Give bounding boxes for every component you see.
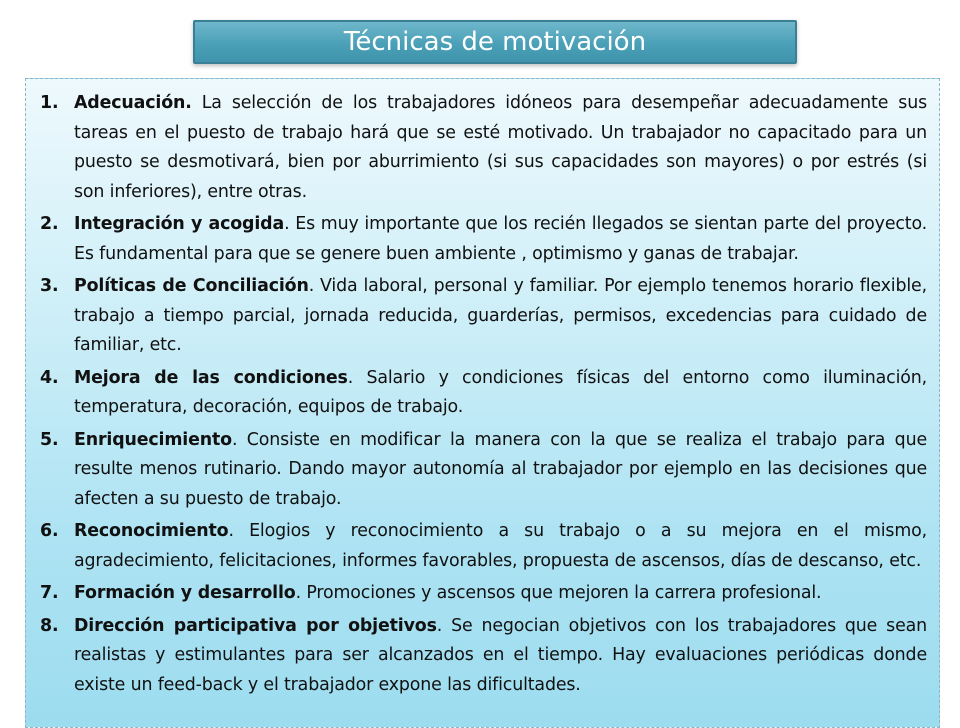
item-term: Enriquecimiento: [74, 429, 232, 450]
list-item: [34, 210, 927, 269]
item-term: Dirección participativa por objetivos: [74, 615, 437, 636]
slide-title: [193, 20, 797, 64]
list-item: [34, 517, 927, 576]
item-term: Formación y desarrollo: [74, 583, 296, 603]
item-number: 8.: [40, 615, 59, 636]
item-number: 7.: [40, 583, 59, 603]
item-text: . Consiste en modificar la manera con la que se realiza el trabajo para que resulte menos rutinario. Dando mayor autonomía al trabajador por ejemplo en las decisiones que afecten a su puesto de trabajo.: [74, 429, 927, 509]
item-text: . Se negocian objetivos con los trabajadores que sean realistas y estimulantes para ser alcanzados en el tiempo. Hay evaluaciones periódicas donde existe un feed-back y el trabajador expone las dificultades.: [74, 615, 927, 695]
content-panel: [25, 78, 940, 728]
list-item: [34, 612, 927, 701]
item-text: La selección de los trabajadores idóneos para desempeñar adecuadamente sus tareas en el puesto de trabajo hará que se esté motivado. Un trabajador no capacitado para un puesto se desmotivará, bien por aburrimiento (si sus capacidades son mayores) o por estrés (si son inferiores), entre otras.: [74, 93, 927, 202]
list-item: [34, 89, 927, 207]
item-number: 2.: [40, 214, 59, 234]
item-term: Políticas de Conciliación: [74, 276, 309, 296]
list-item: [34, 426, 927, 515]
techniques-list: [34, 89, 927, 700]
list-item: [34, 579, 927, 609]
item-term: Mejora de las condiciones: [74, 367, 348, 388]
item-number: 3.: [40, 276, 59, 296]
item-text: . Salario y condiciones físicas del entorno como iluminación, temperatura, decoración, equipos de trabajo.: [74, 367, 927, 417]
item-text: . Es muy importante que los recién llegados se sientan parte del proyecto. Es fundamental para que se genere buen ambiente , optimismo y ganas de trabajar.: [74, 214, 928, 264]
item-term: Integración y acogida: [74, 214, 285, 234]
item-text: . Vida laboral, personal y familiar. Por ejemplo tenemos horario flexible, trabajo a tiempo parcial, jornada reducida, guarderías, permisos, excedencias para cuidado de familiar, etc.: [74, 276, 927, 355]
item-text: . Promociones y ascensos que mejoren la carrera profesional.: [295, 583, 822, 603]
item-number: 6.: [40, 521, 59, 541]
item-text: . Elogios y reconocimiento a su trabajo o a su mejora en el mismo, agradecimiento, felicitaciones, informes favorables, propuesta de ascensos, días de descanso, etc.: [74, 521, 927, 571]
item-number: 5.: [40, 429, 59, 450]
item-number: 4.: [40, 367, 59, 388]
slide-title-text: Técnicas de motivación: [343, 27, 647, 57]
item-number: 1.: [40, 93, 59, 113]
item-term: Adecuación.: [74, 93, 192, 113]
item-term: Reconocimiento: [74, 521, 229, 541]
list-item: [34, 272, 927, 361]
list-item: [34, 364, 927, 423]
